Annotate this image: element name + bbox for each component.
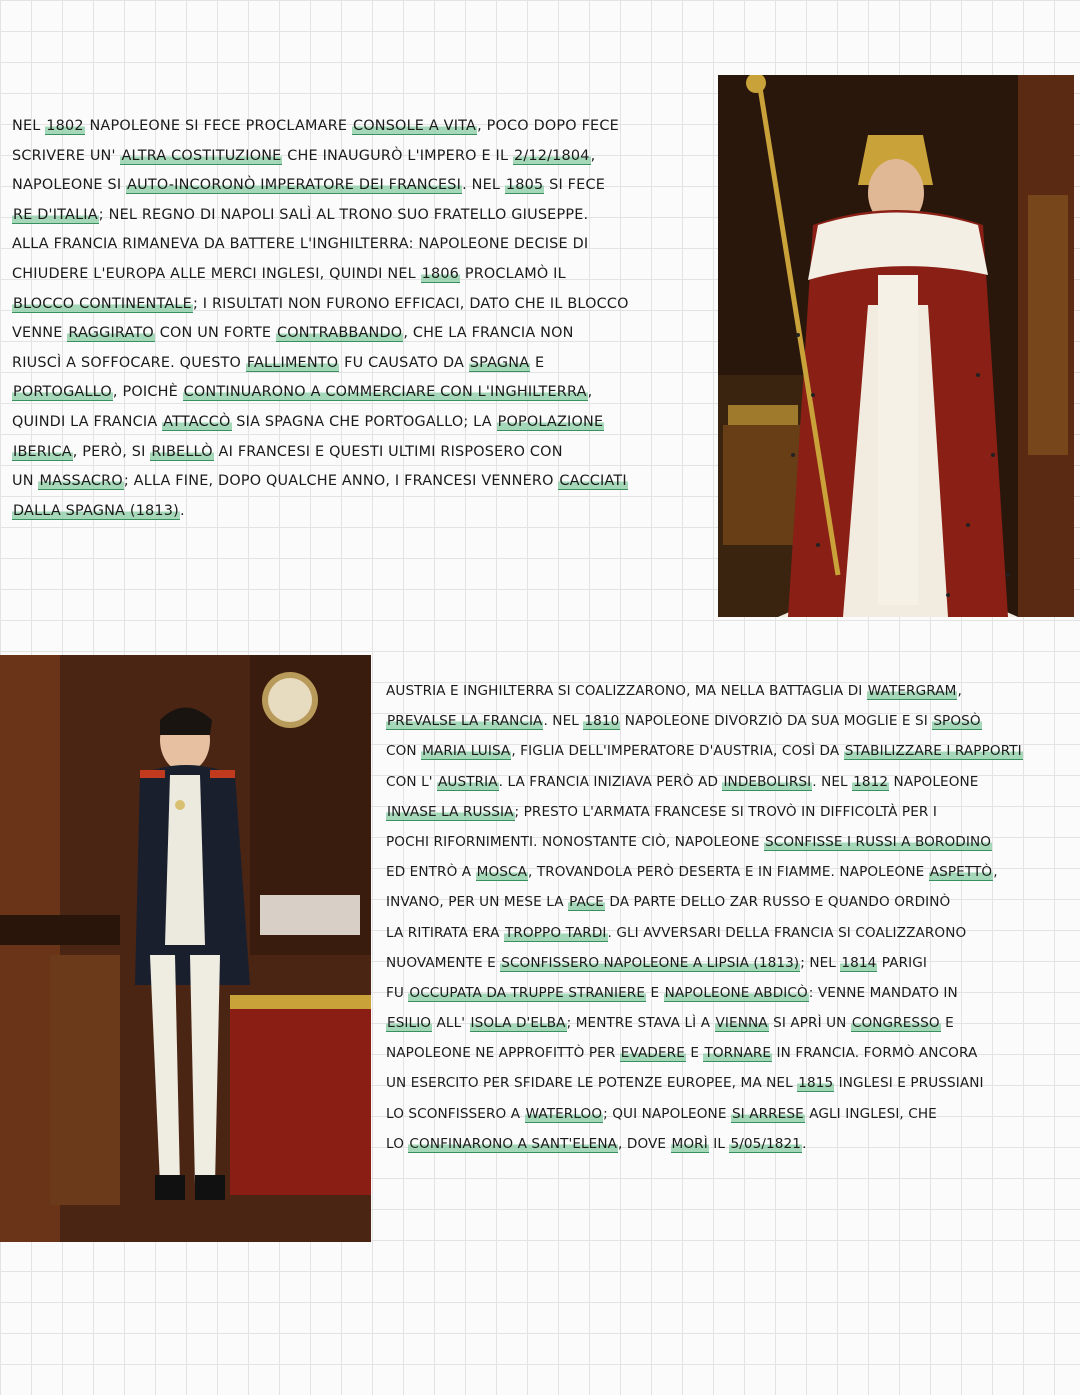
note-text: CON (386, 743, 422, 760)
note-text: ; I RISULTATI NON FURONO EFFICACI, DATO CHE IL BLOCCO (192, 295, 629, 312)
note-line (386, 706, 1066, 736)
note-text: LO SCONFISSERO A (386, 1105, 525, 1122)
highlighted-term: POPOLAZIONE (497, 413, 604, 430)
highlighted-term: ATTACCÒ (163, 413, 231, 430)
note-line (386, 1068, 1066, 1098)
note-text: FU (386, 984, 409, 1001)
note-text: LO (386, 1135, 409, 1152)
note-text: E (685, 1045, 704, 1062)
highlighted-term: MORÌ (671, 1135, 708, 1152)
highlighted-term: 1805 (505, 177, 544, 194)
note-text: . NEL (812, 773, 853, 790)
note-line (12, 349, 707, 379)
note-text: CON L' (386, 773, 438, 790)
note-text: , (957, 683, 962, 699)
note-text: ALLA FRANCIA RIMANEVA DA BATTERE L'INGHILTERRA: NAPOLEONE DECISE DI (12, 236, 589, 253)
highlighted-term: MOSCA (476, 864, 527, 881)
note-text: ; PRESTO L'ARMATA FRANCESE SI TROVÒ IN DIFFICOLTÀ PER I (514, 803, 937, 820)
note-text: CON UN FORTE (154, 325, 276, 342)
highlighted-term: MASSACRO (39, 473, 123, 490)
highlighted-term: 2/12/1804 (513, 147, 590, 164)
highlighted-term: STABILIZZARE I RAPPORTI (844, 743, 1022, 760)
note-text: , PERÒ, SI (72, 443, 151, 460)
note-text: SIA SPAGNA CHE PORTOGALLO; LA (231, 413, 497, 430)
highlighted-term: SCONFISSE I RUSSI A BORODINO (765, 833, 992, 850)
note-text: UN ESERCITO PER SFIDARE LE POTENZE EUROPEE, MA NEL (386, 1075, 798, 1092)
note-text: AUSTRIA E INGHILTERRA SI COALIZZARONO, MA NELLA BATTAGLIA DI (386, 683, 867, 699)
highlighted-term: ALTRA COSTITUZIONE (121, 147, 282, 164)
note-text: ; QUI NAPOLEONE (603, 1105, 731, 1122)
coronation-portrait-image (718, 75, 1074, 617)
note-text: . NEL (462, 177, 505, 194)
highlighted-term: CONGRESSO (851, 1015, 940, 1032)
highlighted-term: SCONFISSERO NAPOLEONE A LIPSIA (1813) (501, 954, 800, 971)
note-line (12, 467, 707, 497)
highlighted-term: CONTINUARONO A COMMERCIARE CON L'INGHILTERRA (183, 384, 587, 401)
highlighted-term: CACCIATI (559, 473, 627, 490)
note-text: . (802, 1135, 807, 1152)
note-line (386, 767, 1066, 797)
note-text: ; ALLA FINE, DOPO QUALCHE ANNO, I FRANCESI VENNERO (123, 473, 559, 490)
note-text: CHE INAUGURÒ L'IMPERO E IL (282, 147, 513, 164)
note-text: DA PARTE DELLO ZAR RUSSO E QUANDO ORDINÒ (604, 894, 951, 911)
note-line (386, 887, 1066, 917)
highlighted-term: CONSOLE A VITA (352, 118, 477, 134)
note-text: , CHE LA FRANCIA NON (403, 325, 574, 342)
highlighted-term: NAPOLEONE ABDICÒ (664, 984, 808, 1001)
highlighted-term: 1814 (841, 954, 877, 971)
note-line (12, 408, 707, 438)
note-line (12, 201, 707, 231)
highlighted-term: RIBELLÒ (151, 443, 213, 460)
note-line (386, 857, 1066, 887)
highlighted-term: PREVALSE LA FRANCIA (387, 713, 543, 730)
highlighted-term: WATERLOO (525, 1105, 603, 1122)
note-text: . GLI AVVERSARI DELLA FRANCIA SI COALIZZARONO (607, 924, 967, 941)
note-text: NAPOLEONE (889, 773, 979, 790)
note-text: ; NEL (800, 954, 841, 971)
highlighted-term: 1810 (584, 713, 620, 730)
highlighted-term: OCCUPATA DA TRUPPE STRANIERE (409, 984, 646, 1001)
note-text: E (530, 354, 545, 371)
note-line (386, 736, 1066, 766)
note-text: PARIGI (877, 954, 928, 971)
highlighted-term: VIENNA (715, 1015, 768, 1032)
highlighted-term: 1815 (798, 1075, 834, 1092)
highlighted-term: RAGGIRATO (68, 325, 154, 342)
highlighted-term: AUSTRIA (438, 773, 498, 790)
highlighted-term: MARIA LUISA (422, 743, 511, 760)
notes-section-1 (12, 112, 707, 526)
note-text: NAPOLEONE SI (12, 177, 127, 194)
note-text: NAPOLEONE SI FECE PROCLAMARE (84, 118, 352, 134)
notes-section-2 (386, 676, 1066, 1159)
highlighted-term: SI ARRESE (731, 1105, 804, 1122)
note-text: INVANO, PER UN MESE LA (386, 894, 569, 911)
note-text: NAPOLEONE NE APPROFITTÒ PER (386, 1045, 620, 1062)
highlighted-term: TROPPO TARDI (504, 924, 607, 941)
note-line (12, 171, 707, 201)
note-line (386, 1008, 1066, 1038)
highlighted-term: DALLA SPAGNA (1813) (13, 502, 179, 519)
note-text: SCRIVERE UN' (12, 147, 121, 164)
note-text: , TROVANDOLA PERÒ DESERTA E IN FIAMME. NAPOLEONE (528, 864, 929, 881)
note-line (12, 497, 707, 527)
note-text: POCHI RIFORNIMENTI. NONOSTANTE CIÒ, NAPOLEONE (386, 833, 765, 850)
highlighted-term: TORNARE (704, 1045, 772, 1062)
note-line (386, 948, 1066, 978)
highlighted-term: WATERGRAM (867, 683, 957, 699)
highlighted-term: CONFINARONO A SANT'ELENA (409, 1135, 618, 1152)
highlighted-term: SPAGNA (469, 354, 530, 371)
note-text: ALL' (432, 1015, 470, 1032)
note-text: NAPOLEONE DIVORZIÒ DA SUA MOGLIE E SI (620, 713, 933, 730)
note-line (386, 1099, 1066, 1129)
highlighted-term: CONTRABBANDO (276, 325, 403, 342)
note-line (386, 797, 1066, 827)
highlighted-term: RE D'ITALIA (13, 206, 98, 223)
highlighted-term: INVASE LA RUSSIA (387, 803, 514, 820)
note-line (12, 378, 707, 408)
note-text: LA RITIRATA ERA (386, 924, 504, 941)
study-portrait-image (0, 655, 371, 1242)
highlighted-term: PORTOGALLO (13, 384, 112, 401)
note-text: NEL (12, 118, 46, 134)
highlighted-term: SPOSÒ (933, 713, 981, 730)
note-line (386, 978, 1066, 1008)
note-line (12, 290, 707, 320)
highlighted-term: 1806 (421, 265, 460, 282)
highlighted-term: 1802 (46, 118, 84, 134)
highlighted-term: 5/05/1821 (730, 1135, 802, 1152)
note-text: E (940, 1015, 954, 1032)
note-text: INGLESI E PRUSSIANI (834, 1075, 984, 1092)
note-line (386, 918, 1066, 948)
note-text: , (590, 147, 596, 164)
note-line (386, 827, 1066, 857)
highlighted-term: AUTO-INCORONÒ IMPERATORE DEI FRANCESI (127, 177, 462, 194)
note-text: . (179, 502, 185, 519)
highlighted-term: 1812 (853, 773, 889, 790)
note-text: AI FRANCESI E QUESTI ULTIMI RISPOSERO CON (213, 443, 563, 460)
note-text: NUOVAMENTE E (386, 954, 501, 971)
highlighted-term: FALLIMENTO (246, 354, 339, 371)
note-text: , FIGLIA DELL'IMPERATORE D'AUSTRIA, COSÌ DA (511, 743, 844, 760)
note-text: , (993, 864, 998, 881)
note-text: E (646, 984, 664, 1001)
note-text: : VENNE MANDATO IN (808, 984, 958, 1001)
highlighted-term: PACE (569, 894, 604, 911)
note-text: AGLI INGLESI, CHE (804, 1105, 937, 1122)
note-line (386, 1038, 1066, 1068)
note-line (386, 676, 1066, 706)
note-text: QUINDI LA FRANCIA (12, 413, 163, 430)
note-text: IN FRANCIA. FORMÒ ANCORA (772, 1045, 978, 1062)
note-text: VENNE (12, 325, 68, 342)
note-line (12, 438, 707, 468)
note-text: CHIUDERE L'EUROPA ALLE MERCI INGLESI, QUINDI NEL (12, 265, 421, 282)
highlighted-term: INDEBOLIRSI (723, 773, 812, 790)
note-text: ; MENTRE STAVA LÌ A (566, 1015, 715, 1032)
highlighted-term: EVADERE (620, 1045, 685, 1062)
highlighted-term: ISOLA D'ELBA (470, 1015, 566, 1032)
napoleon-study-portrait (0, 655, 371, 1242)
highlighted-term: IBERICA (13, 443, 72, 460)
napoleon-coronation-portrait (718, 75, 1074, 617)
note-text: FU CAUSATO DA (339, 354, 469, 371)
note-text: . NEL (543, 713, 584, 730)
note-line (12, 112, 707, 142)
note-text: , (587, 384, 593, 401)
note-text: , POCO DOPO FECE (477, 118, 619, 134)
note-text: PROCLAMÒ IL (460, 265, 566, 282)
highlighted-term: BLOCCO CONTINENTALE (13, 295, 192, 312)
note-line (12, 260, 707, 290)
note-line (386, 1129, 1066, 1159)
note-text: SI FECE (544, 177, 605, 194)
note-text: IL (708, 1135, 730, 1152)
highlighted-term: ESILIO (387, 1015, 432, 1032)
note-text: , POICHÈ (112, 384, 183, 401)
note-text: UN (12, 473, 39, 490)
note-text: ED ENTRÒ A (386, 864, 476, 881)
highlighted-term: ASPETTÒ (929, 864, 993, 881)
note-text: , DOVE (618, 1135, 671, 1152)
note-text: RIUSCÌ A SOFFOCARE. QUESTO (12, 354, 246, 371)
note-text: ; NEL REGNO DI NAPOLI SALÌ AL TRONO SUO FRATELLO GIUSEPPE. (98, 206, 589, 223)
note-line (12, 142, 707, 172)
note-line (12, 319, 707, 349)
note-text: SI APRÌ UN (768, 1015, 851, 1032)
note-line (12, 230, 707, 260)
note-text: . LA FRANCIA INIZIAVA PERÒ AD (498, 773, 723, 790)
